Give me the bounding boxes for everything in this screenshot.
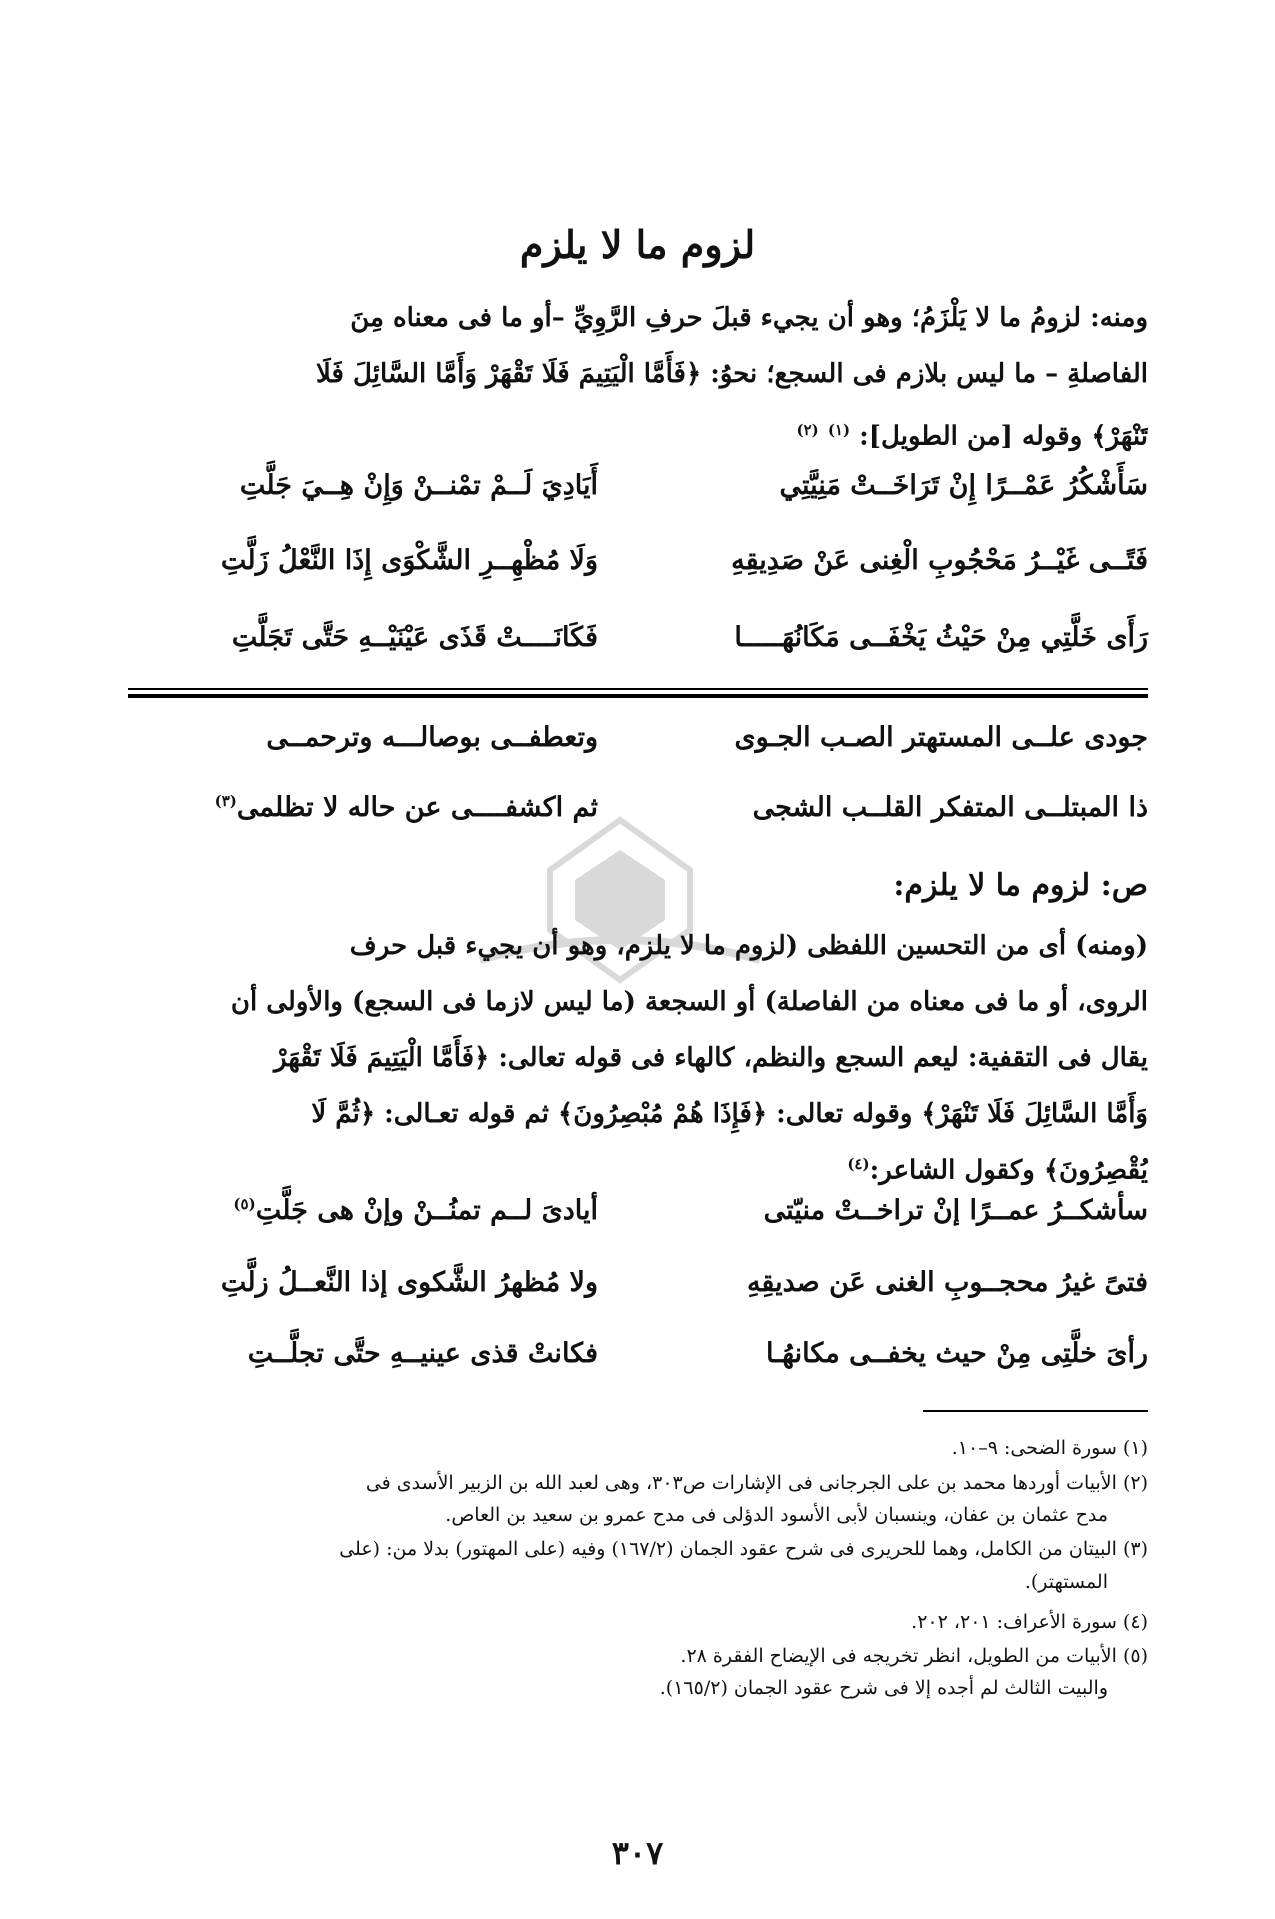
body-line: وَأَمَّا السَّائِلَ فَلَا تَنْهَرْ﴾ وقوله تعالى: ﴿فَإِذَا هُمْ مُبْصِرُونَ﴾ ثم قوله تعـالى: ﴿ثُمَّ لَا — [311, 1099, 1148, 1129]
verse-first-hemistich: فتىً غيرُ محجــوبِ الغنى عَن صديقِهِ — [746, 1267, 1148, 1298]
verse-second-hemistich: ثم اكشفــــى عن حاله لا تظلمى$^{(٣)}$ — [214, 792, 598, 823]
intro-line: تَنْهَرْ﴾ وقوله [من الطويل]: $^{(١)}$ $^{(٢)}$ — [796, 421, 1148, 452]
verse-second-hemistich: أيادىَ لــم تمنُــنْ وإنْ هى جَلَّتِ$^{(٥)}$ — [233, 1195, 598, 1226]
footnote: (٣) البيتان من الكامل، وهما للحريرى فى شرح عقود الجمان (١٦٧/٢) وفيه (على المهتور) بدلا من: (على — [339, 1538, 1148, 1560]
verse-line — [128, 1338, 1148, 1398]
verse-second-hemistich: وتعطفــى بوصالـــه وترحمــى — [266, 722, 598, 753]
verse-footnote-ref: (٣) — [214, 792, 237, 810]
verse-line — [128, 545, 1148, 605]
footnote: (١) سورة الضحى: ٩–١٠. — [951, 1437, 1148, 1459]
verse-second-hemistich: وَلَا مُظْهِــرِ الشَّكْوَى إِذَا النَّعْلُ زَلَّتِ — [220, 545, 598, 576]
body-line: يقال فى التقفية: ليعم السجع والنظم، كالهاء فى قوله تعالى: ﴿فَأَمَّا الْيَتِيمَ فَلَا تَقْهَرْ — [274, 1043, 1148, 1073]
verse-first-hemistich: جودى علــى المستهتر الصـب الجـوى — [734, 722, 1148, 753]
body-line: (ومنه) أى من التحسين اللفظى (لزوم ما لا يلزم، وهو أن يجيء قبل حرف — [349, 931, 1148, 961]
verse-first-hemistich: ذا المبتلــى المتفكر القلــب الشجى — [752, 792, 1148, 823]
intro-paragraph — [128, 290, 1148, 465]
verse-first-hemistich: سأشكــرُ عمــرًا إنْ تراخــتْ منيّتى — [763, 1195, 1148, 1226]
section-heading: ص: لزوم ما لا يلزم: — [893, 868, 1148, 903]
footnote-continuation: والبيت الثالث لم أجده إلا فى شرح عقود الجمان (١٦٥/٢). — [659, 1677, 1108, 1699]
section-divider-thin — [128, 688, 1148, 690]
body-footnote-ref: (٤) — [847, 1155, 870, 1173]
verse-second-hemistich: فكانتْ قذى عينيــهِ حتَّى تجلَّــتِ — [247, 1338, 598, 1369]
verse-line — [128, 470, 1148, 530]
verse-second-hemistich: فَكَانَــــتْ قَذَى عَيْنَيْــهِ حَتَّى تَجَلَّتِ — [231, 622, 598, 653]
intro-line: الفاصلةِ – ما ليس بلازم فى السجع؛ نحوُ: ﴿فَأَمَّا الْيَتِيمَ فَلَا تَقْهَرْ وَأَمَّا السَّائِلَ فَلَا — [316, 359, 1148, 389]
footnote: (٥) الأبيات من الطويل، انظر تخريجه فى الإيضاح الفقرة ٢٨. — [680, 1645, 1148, 1667]
verse-second-hemistich: ولا مُظهرُ الشَّكوى إذا النَّعــلُ زلَّتِ — [220, 1267, 598, 1298]
verse-line — [128, 1195, 1148, 1255]
footnote-continuation: المستهتر). — [1024, 1571, 1108, 1593]
page-title: لزوم ما لا يلزم — [519, 222, 756, 267]
verse-footnote-ref: (٥) — [233, 1195, 256, 1213]
verse-first-hemistich: رَأَى خَلَّتِي مِنْ حَيْثُ يَخْفَــى مَكَانُهَـــــا — [734, 622, 1148, 653]
body-line: يُقْصِرُونَ﴾ وكقول الشاعر:$^{(٤)}$ — [847, 1155, 1148, 1186]
verse-line — [128, 722, 1148, 782]
intro-footnote-ref-1: (١) — [827, 421, 851, 439]
intro-footnote-ref-2: (٢) — [796, 421, 819, 439]
verse-line — [128, 622, 1148, 682]
body-line: الروى، أو ما فى معناه من الفاصلة) أو السجعة (ما ليس لازما فى السجع) والأولى أن — [230, 987, 1148, 1017]
page-number: ٣٠٧ — [611, 1834, 664, 1872]
section-divider-thick — [128, 694, 1148, 698]
footnote-separator — [923, 1410, 1148, 1412]
intro-line: ومنه: لزومُ ما لا يَلْزَمُ؛ وهو أن يجيء قبلَ حرفِ الرَّوِيِّ –أو ما فى معناه مِنَ — [350, 303, 1148, 333]
footnote-continuation: مدح عثمان بن عفان، وينسبان لأبى الأسود الدؤلى فى مدح عمرو بن سعيد بن العاص. — [445, 1504, 1108, 1526]
verse-first-hemistich: سَأَشْكُرُ عَمْــرًا إِنْ تَرَاخَــتْ مَنِيَّتِي — [779, 470, 1148, 501]
footnote: (٢) الأبيات أوردها محمد بن على الجرجانى فى الإشارات ص٣٠٣، وهى لعبد الله بن الزبير الأسدى فى — [365, 1472, 1148, 1494]
verse-line — [128, 1267, 1148, 1327]
verse-second-hemistich: أَيَادِيَ لَــمْ تمْنــنْ وَإِنْ هِــيَ جَلَّتِ — [239, 470, 598, 501]
verse-first-hemistich: فَتًــى غَيْــرُ مَحْجُوبِ الْغِنى عَنْ صَدِيقِهِ — [731, 545, 1148, 576]
verse-first-hemistich: رأىَ خلَّتِى مِنْ حيث يخفــى مكانهُـا — [766, 1338, 1148, 1369]
commentary-paragraph — [128, 918, 1148, 1193]
footnote: (٤) سورة الأعراف: ٢٠١، ٢٠٢. — [911, 1611, 1148, 1633]
